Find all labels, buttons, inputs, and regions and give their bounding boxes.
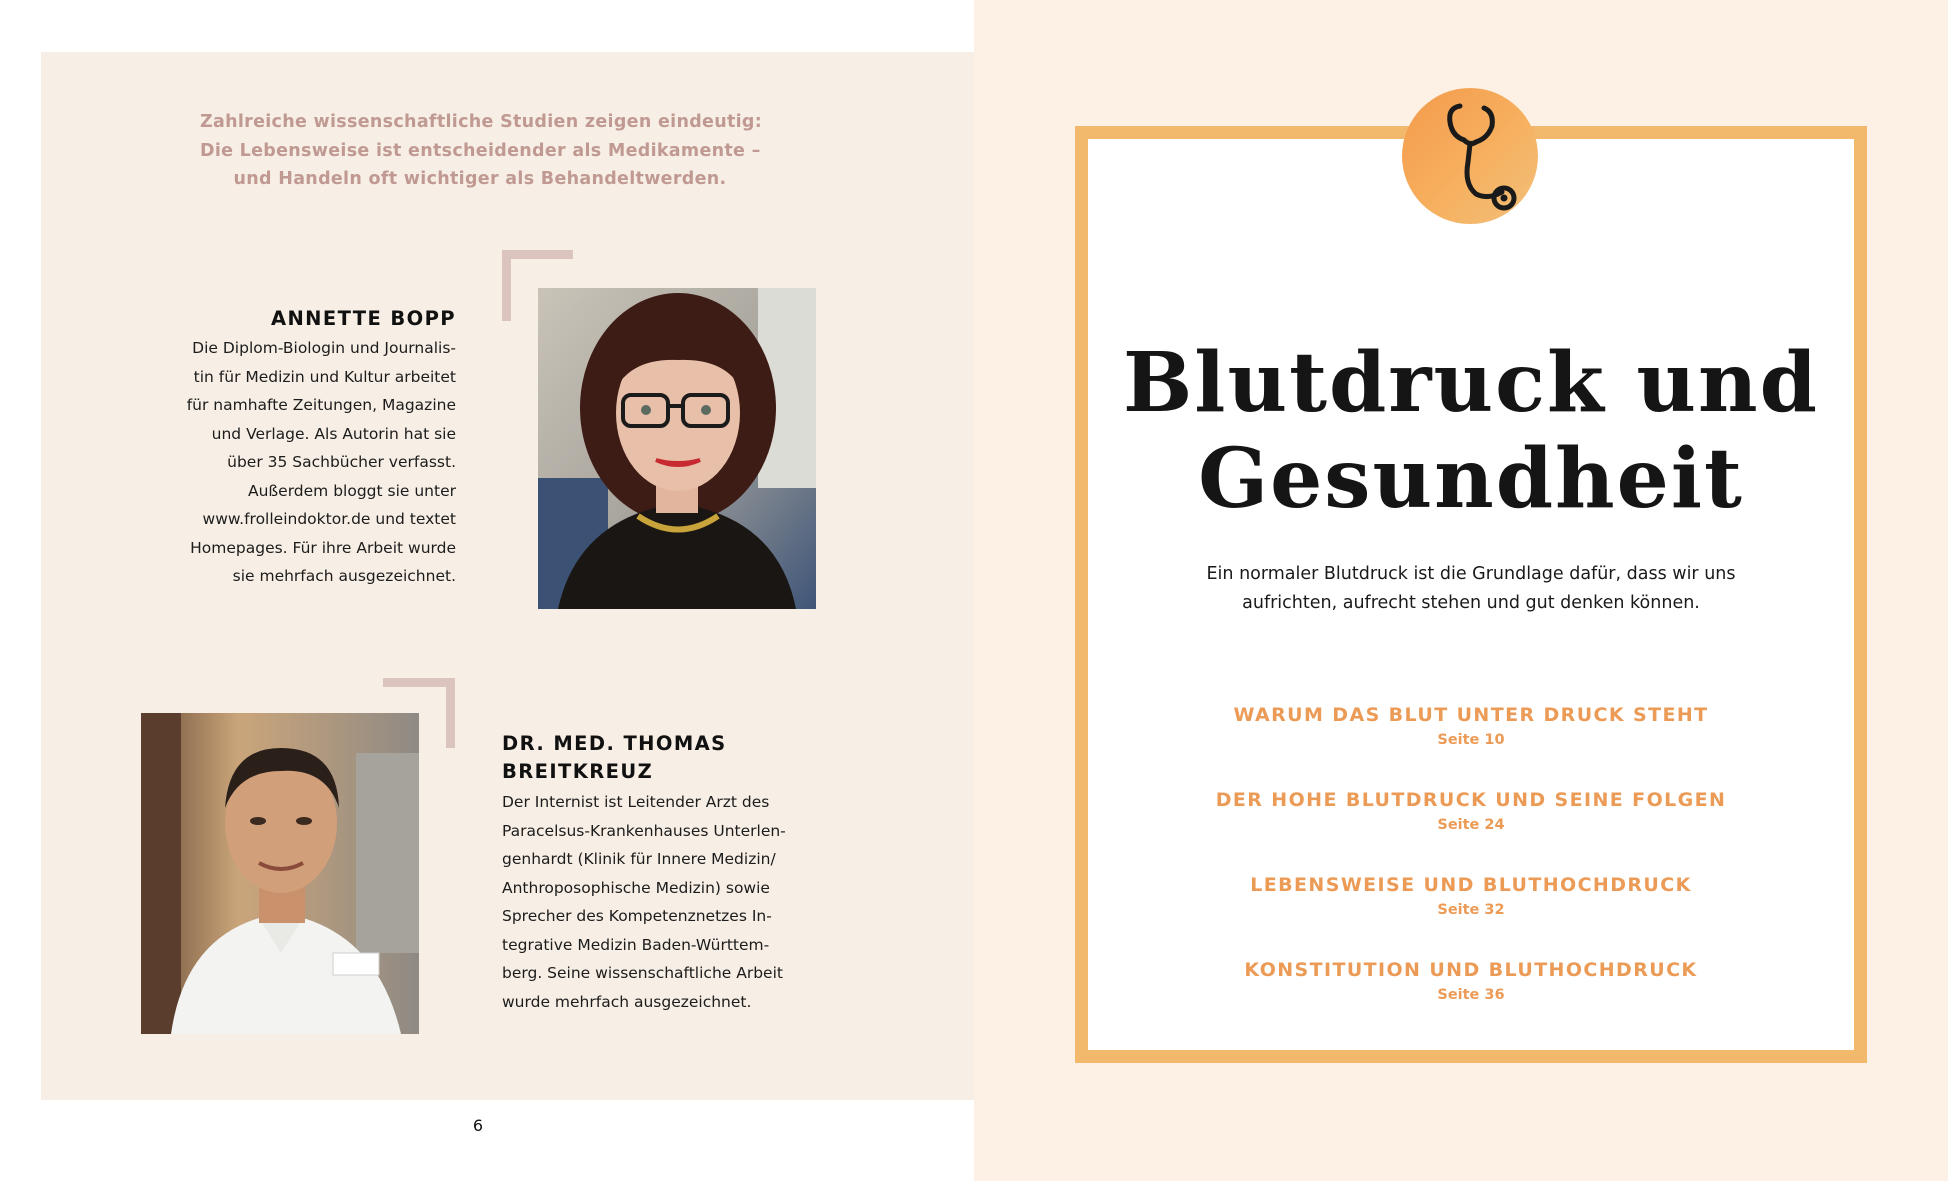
corner-bracket-top xyxy=(383,678,455,687)
stethoscope-icon xyxy=(1402,88,1538,224)
table-of-contents xyxy=(1088,700,1854,1040)
bio-line: Außerdem bloggt sie unter xyxy=(247,481,456,500)
toc-title: KONSTITUTION UND BLUTHOCHDRUCK xyxy=(1244,959,1698,981)
toc-item[interactable] xyxy=(1088,700,1854,785)
toc-item[interactable] xyxy=(1088,785,1854,870)
bio-line: wurde mehrfach ausgezeichnet. xyxy=(502,992,752,1011)
bio-line: www.frolleindoktor.de und textet xyxy=(202,510,456,528)
author-name xyxy=(502,730,727,786)
page-number: 6 xyxy=(472,1116,484,1135)
toc-item[interactable] xyxy=(1088,870,1854,955)
bio-line: sie mehrfach ausgezeichnet. xyxy=(232,567,456,585)
bio-line: für namhafte Zeitungen, Magazine xyxy=(186,396,456,414)
intro-line: aufrichten, aufrecht stehen und gut denken können. xyxy=(1242,593,1700,613)
bio-line: und Verlage. Als Autorin hat sie xyxy=(211,424,456,443)
corner-bracket-top xyxy=(502,250,573,259)
corner-bracket-left xyxy=(502,250,511,321)
bio-line: tin für Medizin und Kultur arbeitet xyxy=(193,367,456,386)
toc-page: Seite 36 xyxy=(1437,987,1505,1003)
title-line: Blutdruck und xyxy=(1123,335,1819,431)
quote-line: Zahlreiche wissenschaftliche Studien zeigen eindeutig: xyxy=(200,112,763,132)
bio-line: Paracelsus-Krankenhauses Unterlen- xyxy=(502,821,786,840)
author-name-line: DR. MED. THOMAS xyxy=(502,732,727,755)
bio-line: Anthroposophische Medizin) sowie xyxy=(502,878,770,897)
bio-line: Homepages. Für ihre Arbeit wurde xyxy=(190,538,456,557)
bio-line: Sprecher des Kompetenznetzes In- xyxy=(502,907,772,925)
quote-line: Die Lebensweise ist entscheidender als Medikamente – xyxy=(200,140,761,161)
author-name-line: BREITKREUZ xyxy=(502,760,654,783)
page-title xyxy=(1088,335,1854,527)
intro-text xyxy=(1088,560,1854,618)
author-bio xyxy=(140,334,456,591)
toc-title: LEBENSWEISE UND BLUTHOCHDRUCK xyxy=(1250,874,1692,896)
corner-bracket-right xyxy=(446,678,455,748)
bio-line: Die Diplom-Biologin und Journalis- xyxy=(192,339,456,357)
toc-page: Seite 10 xyxy=(1437,732,1505,748)
title-line: Gesundheit xyxy=(1198,431,1744,527)
author-bio xyxy=(502,788,802,1016)
quote-line: und Handeln oft wichtiger als Behandeltwerden. xyxy=(233,169,727,189)
bio-line: tegrative Medizin Baden-Württem- xyxy=(502,935,770,954)
intro-line: Ein normaler Blutdruck ist die Grundlage dafür, dass wir uns xyxy=(1206,564,1736,584)
author-photo-thomas-breitkreuz xyxy=(141,713,419,1034)
author-name: ANNETTE BOPP xyxy=(270,307,456,330)
toc-title: WARUM DAS BLUT UNTER DRUCK STEHT xyxy=(1233,704,1709,726)
bio-line: Der Internist ist Leitender Arzt des xyxy=(502,793,770,811)
bio-line: genhardt (Klinik für Innere Medizin/ xyxy=(502,850,776,868)
author-photo-annette-bopp xyxy=(538,288,816,609)
toc-page: Seite 32 xyxy=(1437,902,1505,918)
toc-page: Seite 24 xyxy=(1437,817,1505,833)
intro-quote xyxy=(200,108,763,194)
bio-line: über 35 Sachbücher verfasst. xyxy=(227,453,456,471)
toc-title: DER HOHE BLUTDRUCK UND SEINE FOLGEN xyxy=(1215,789,1727,811)
toc-item[interactable] xyxy=(1088,955,1854,1040)
bio-line: berg. Seine wissenschaftliche Arbeit xyxy=(502,964,783,982)
stethoscope-badge xyxy=(1402,88,1538,224)
